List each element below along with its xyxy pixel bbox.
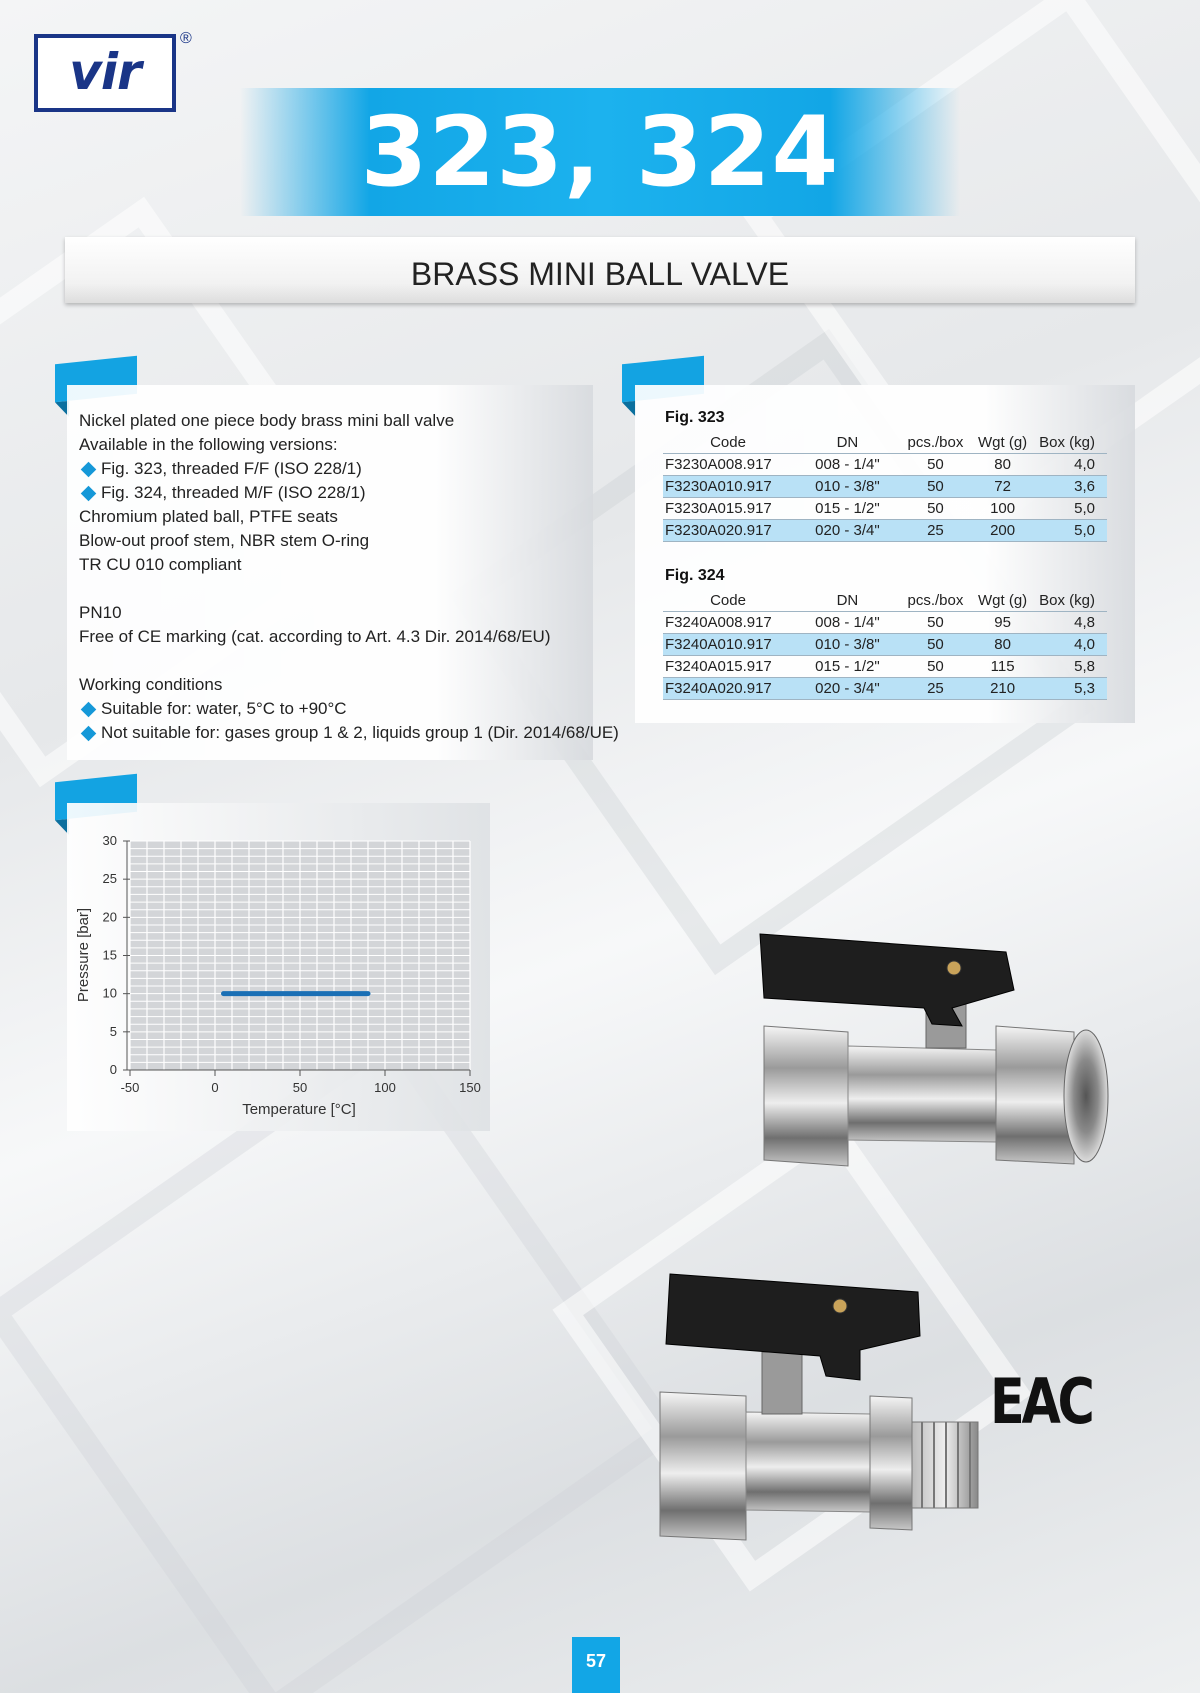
x-axis-label: Temperature [°C] [242,1101,356,1118]
y-axis-label: Pressure [bar] [75,907,92,1003]
cell-pcs: 25 [900,678,971,700]
table-row [663,520,1107,542]
cell-box: 5,0 [1034,498,1107,520]
valve-324-image [650,1272,1000,1558]
table-header-row [663,589,1107,612]
specification-panel [635,385,1135,723]
column-header: Wgt (g) [978,591,1028,609]
column-header: Box (kg) [1039,433,1095,451]
table-row [663,612,1107,634]
cell-code: F3240A010.917 [663,634,795,656]
cell-pcs: 50 [900,498,971,520]
x-tick-label: -50 [120,1080,140,1095]
cell-dn: 008 - 1/4" [795,612,900,634]
x-tick-label: 100 [374,1080,396,1095]
description-line: Working conditions [79,675,223,694]
cell-dn: 020 - 3/4" [795,520,900,542]
product-subtitle: BRASS MINI BALL VALVE [410,256,790,292]
description-line: Nickel plated one piece body brass mini ball valve [79,411,455,430]
column-header: Code [710,591,746,609]
column-header: Code [710,433,746,451]
cell-code: F3230A008.917 [663,454,795,476]
chart-canvas [67,803,490,1131]
column-header: pcs./box [907,591,964,609]
cell-dn: 010 - 3/8" [795,476,900,498]
description-bullet: Fig. 323, threaded F/F (ISO 228/1) [79,457,619,481]
cell-dn: 010 - 3/8" [795,634,900,656]
cell-dn: 020 - 3/4" [795,678,900,700]
cell-weight: 72 [971,476,1034,498]
valve-323-image [756,928,1126,1190]
pressure-temperature-chart [67,803,490,1131]
fig-324-label: Fig. 324 [665,567,725,584]
diamond-bullet-icon [81,725,97,741]
y-tick-label: 25 [102,871,117,887]
registered-mark: ® [180,30,192,47]
y-tick-group [103,833,130,1077]
description-bullet: Suitable for: water, 5°C to +90°C [79,697,619,721]
table-row [663,454,1107,476]
cell-box: 4,0 [1034,634,1107,656]
cell-dn: 015 - 1/2" [795,498,900,520]
cell-weight: 80 [971,454,1034,476]
cell-code: F3230A020.917 [663,520,795,542]
cell-code: F3240A020.917 [663,678,795,700]
description-line: Chromium plated ball, PTFE seats [79,507,338,526]
eac-certification-mark: EAC [990,1365,1092,1438]
cell-weight: 80 [971,634,1034,656]
description-line: Blow-out proof stem, NBR stem O-ring [79,531,370,550]
cell-code: F3230A015.917 [663,498,795,520]
column-header: Wgt (g) [978,433,1028,451]
fig-324-table [663,589,1107,700]
y-tick-label: 20 [102,909,117,925]
fig-323-table [663,431,1107,542]
y-tick-label: 15 [102,947,117,963]
cell-pcs: 50 [900,634,971,656]
diamond-bullet-icon [81,485,97,501]
cell-pcs: 50 [900,454,971,476]
brand-logo [34,34,176,112]
column-header: Box (kg) [1039,591,1095,609]
y-tick-label: 30 [102,833,117,848]
cell-box: 3,6 [1034,476,1107,498]
cell-dn: 008 - 1/4" [795,454,900,476]
description-panel [67,385,619,760]
x-tick-label: 0 [211,1080,219,1095]
description-line: PN10 [79,603,122,622]
cell-pcs: 25 [900,520,971,542]
table-row [663,498,1107,520]
cell-box: 4,0 [1034,454,1107,476]
cell-dn: 015 - 1/2" [795,656,900,678]
y-tick-label: 0 [109,1062,117,1077]
table-row [663,476,1107,498]
logo-text: vir [69,43,141,101]
cell-weight: 100 [971,498,1034,520]
cell-weight: 115 [971,656,1034,678]
table-row [663,678,1107,700]
description-bullet: Fig. 324, threaded M/F (ISO 228/1) [79,481,619,505]
title-banner [240,88,960,216]
table-header-row [663,431,1107,454]
column-header: DN [836,591,859,609]
cell-box: 5,0 [1034,520,1107,542]
table-row [663,656,1107,678]
cell-pcs: 50 [900,656,971,678]
y-tick-label: 5 [109,1023,117,1039]
cell-weight: 95 [971,612,1034,634]
y-tick-label: 10 [102,985,117,1001]
cell-weight: 200 [971,520,1034,542]
cell-box: 4,8 [1034,612,1107,634]
cell-pcs: 50 [900,612,971,634]
page-number: 57 [572,1637,620,1693]
cell-weight: 210 [971,678,1034,700]
diamond-bullet-icon [81,461,97,477]
subtitle-bar [65,237,1135,303]
column-header: DN [836,433,859,451]
cell-code: F3240A008.917 [663,612,795,634]
cell-code: F3240A015.917 [663,656,795,678]
x-tick-label: 50 [292,1080,308,1095]
description-line: Free of CE marking (cat. according to Art. 4.3 Dir. 2014/68/EU) [79,627,551,646]
page-title: 323, 324 [360,96,840,208]
x-tick-group [121,1070,481,1095]
cell-box: 5,3 [1034,678,1107,700]
fig-323-label: Fig. 323 [665,409,725,426]
column-header: pcs./box [907,433,964,451]
cell-pcs: 50 [900,476,971,498]
table-row [663,634,1107,656]
diamond-bullet-icon [81,701,97,717]
description-text [79,409,619,745]
description-line: TR CU 010 compliant [79,555,242,574]
description-bullet: Not suitable for: gases group 1 & 2, liquids group 1 (Dir. 2014/68/UE) [79,721,619,745]
description-line: Available in the following versions: [79,435,338,454]
x-tick-label: 150 [459,1080,481,1095]
cell-box: 5,8 [1034,656,1107,678]
cell-code: F3230A010.917 [663,476,795,498]
